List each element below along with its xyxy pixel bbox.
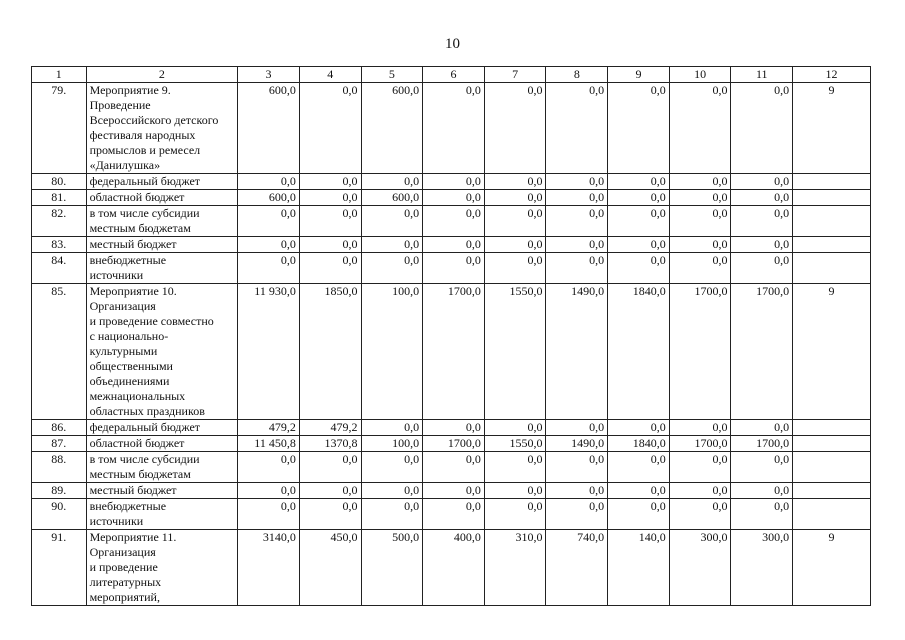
value-cell-col-8: 1490,0 [546,436,608,452]
value-cell-col-4: 1370,8 [299,436,361,452]
column-number-10: 10 [669,67,731,83]
row-name: областной бюджет [86,190,238,206]
col12-cell [793,190,871,206]
value-cell-col-6: 0,0 [423,420,485,436]
value-cell-col-7: 0,0 [484,420,546,436]
row-name: местный бюджет [86,483,238,499]
value-cell-col-10: 0,0 [669,83,731,174]
value-cell-col-9: 0,0 [608,206,670,237]
col12-cell [793,174,871,190]
value-cell-col-11: 0,0 [731,253,793,284]
column-number-9: 9 [608,67,670,83]
table-row [32,530,871,606]
table-row [32,83,871,174]
row-name: внебюджетные источники [86,499,238,530]
value-cell-col-4: 479,2 [299,420,361,436]
value-cell-col-4: 0,0 [299,253,361,284]
col12-cell [793,206,871,237]
value-cell-col-7: 0,0 [484,483,546,499]
value-cell-col-9: 0,0 [608,483,670,499]
row-number: 86. [32,420,87,436]
value-cell-col-10: 1700,0 [669,436,731,452]
col12-cell [793,436,871,452]
row-number: 84. [32,253,87,284]
value-cell-col-8: 740,0 [546,530,608,606]
row-name: Мероприятие 10. Организация и проведение совместно с национально- культурными общественными объединениями межнациональных областных праздников [86,284,238,420]
value-cell-col-5: 600,0 [361,190,423,206]
value-cell-col-4: 450,0 [299,530,361,606]
column-number-4: 4 [299,67,361,83]
value-cell-col-9: 0,0 [608,174,670,190]
value-cell-col-11: 0,0 [731,499,793,530]
value-cell-col-8: 0,0 [546,452,608,483]
value-cell-col-6: 400,0 [423,530,485,606]
row-name: внебюджетные источники [86,253,238,284]
row-name: федеральный бюджет [86,174,238,190]
table-row [32,420,871,436]
value-cell-col-8: 0,0 [546,420,608,436]
value-cell-col-3: 0,0 [238,483,300,499]
col12-cell: 9 [793,530,871,606]
row-name: областной бюджет [86,436,238,452]
table-row [32,206,871,237]
col12-cell [793,499,871,530]
value-cell-col-9: 140,0 [608,530,670,606]
value-cell-col-10: 0,0 [669,499,731,530]
value-cell-col-7: 0,0 [484,83,546,174]
table-row [32,499,871,530]
value-cell-col-7: 0,0 [484,452,546,483]
value-cell-col-4: 0,0 [299,174,361,190]
value-cell-col-11: 300,0 [731,530,793,606]
column-number-3: 3 [238,67,300,83]
value-cell-col-9: 0,0 [608,499,670,530]
value-cell-col-3: 479,2 [238,420,300,436]
col12-cell [793,420,871,436]
value-cell-col-6: 0,0 [423,206,485,237]
row-number: 83. [32,237,87,253]
value-cell-col-3: 600,0 [238,190,300,206]
row-name: в том числе субсидии местным бюджетам [86,452,238,483]
table-row [32,253,871,284]
value-cell-col-7: 0,0 [484,206,546,237]
value-cell-col-8: 0,0 [546,190,608,206]
value-cell-col-3: 0,0 [238,206,300,237]
value-cell-col-6: 0,0 [423,253,485,284]
col12-cell: 9 [793,83,871,174]
value-cell-col-8: 0,0 [546,237,608,253]
column-number-8: 8 [546,67,608,83]
value-cell-col-11: 0,0 [731,190,793,206]
value-cell-col-6: 0,0 [423,499,485,530]
col12-cell [793,237,871,253]
value-cell-col-10: 300,0 [669,530,731,606]
value-cell-col-4: 0,0 [299,483,361,499]
value-cell-col-8: 1490,0 [546,284,608,420]
value-cell-col-5: 100,0 [361,436,423,452]
row-name: Мероприятие 9. Проведение Всероссийского детского фестиваля народных промыслов и ремесел «Данилушка» [86,83,238,174]
row-number: 87. [32,436,87,452]
value-cell-col-3: 0,0 [238,452,300,483]
table-row [32,483,871,499]
value-cell-col-7: 0,0 [484,190,546,206]
value-cell-col-7: 0,0 [484,174,546,190]
value-cell-col-8: 0,0 [546,174,608,190]
value-cell-col-5: 0,0 [361,452,423,483]
value-cell-col-6: 0,0 [423,190,485,206]
value-cell-col-7: 310,0 [484,530,546,606]
value-cell-col-9: 0,0 [608,452,670,483]
column-number-11: 11 [731,67,793,83]
col12-cell [793,452,871,483]
value-cell-col-3: 600,0 [238,83,300,174]
value-cell-col-10: 0,0 [669,420,731,436]
row-number: 82. [32,206,87,237]
value-cell-col-6: 1700,0 [423,436,485,452]
value-cell-col-4: 0,0 [299,83,361,174]
value-cell-col-9: 0,0 [608,253,670,284]
table-row [32,237,871,253]
column-number-12: 12 [793,67,871,83]
row-name: местный бюджет [86,237,238,253]
value-cell-col-10: 0,0 [669,452,731,483]
value-cell-col-5: 500,0 [361,530,423,606]
value-cell-col-11: 0,0 [731,483,793,499]
value-cell-col-10: 0,0 [669,174,731,190]
value-cell-col-10: 0,0 [669,190,731,206]
value-cell-col-9: 0,0 [608,420,670,436]
value-cell-col-6: 0,0 [423,483,485,499]
column-number-7: 7 [484,67,546,83]
value-cell-col-5: 0,0 [361,483,423,499]
column-number-6: 6 [423,67,485,83]
value-cell-col-4: 0,0 [299,190,361,206]
row-number: 89. [32,483,87,499]
col12-cell [793,253,871,284]
value-cell-col-5: 0,0 [361,206,423,237]
value-cell-col-10: 0,0 [669,483,731,499]
column-number-row [32,67,871,83]
page-number: 10 [445,36,460,52]
value-cell-col-5: 0,0 [361,420,423,436]
value-cell-col-8: 0,0 [546,83,608,174]
value-cell-col-10: 0,0 [669,253,731,284]
value-cell-col-3: 0,0 [238,499,300,530]
column-number-2: 2 [86,67,238,83]
value-cell-col-11: 0,0 [731,83,793,174]
row-number: 79. [32,83,87,174]
value-cell-col-9: 0,0 [608,83,670,174]
value-cell-col-10: 0,0 [669,206,731,237]
value-cell-col-9: 0,0 [608,237,670,253]
value-cell-col-4: 0,0 [299,499,361,530]
value-cell-col-11: 1700,0 [731,436,793,452]
value-cell-col-5: 100,0 [361,284,423,420]
value-cell-col-3: 0,0 [238,237,300,253]
row-number: 88. [32,452,87,483]
value-cell-col-4: 0,0 [299,237,361,253]
value-cell-col-9: 0,0 [608,190,670,206]
column-number-1: 1 [32,67,87,83]
row-name: федеральный бюджет [86,420,238,436]
value-cell-col-5: 0,0 [361,253,423,284]
row-name: в том числе субсидии местным бюджетам [86,206,238,237]
value-cell-col-9: 1840,0 [608,436,670,452]
value-cell-col-6: 0,0 [423,452,485,483]
value-cell-col-5: 0,0 [361,499,423,530]
value-cell-col-8: 0,0 [546,206,608,237]
value-cell-col-10: 0,0 [669,237,731,253]
value-cell-col-11: 0,0 [731,452,793,483]
value-cell-col-11: 1700,0 [731,284,793,420]
value-cell-col-3: 3140,0 [238,530,300,606]
value-cell-col-11: 0,0 [731,174,793,190]
value-cell-col-6: 0,0 [423,83,485,174]
value-cell-col-7: 0,0 [484,499,546,530]
col12-cell [793,483,871,499]
funding-table [31,66,871,606]
value-cell-col-6: 0,0 [423,237,485,253]
value-cell-col-11: 0,0 [731,206,793,237]
row-number: 85. [32,284,87,420]
value-cell-col-3: 0,0 [238,253,300,284]
value-cell-col-7: 1550,0 [484,436,546,452]
value-cell-col-5: 0,0 [361,174,423,190]
value-cell-col-9: 1840,0 [608,284,670,420]
value-cell-col-3: 11 450,8 [238,436,300,452]
table-body [32,83,871,606]
value-cell-col-8: 0,0 [546,499,608,530]
row-number: 91. [32,530,87,606]
value-cell-col-4: 1850,0 [299,284,361,420]
value-cell-col-4: 0,0 [299,206,361,237]
value-cell-col-7: 0,0 [484,237,546,253]
value-cell-col-7: 1550,0 [484,284,546,420]
table-row [32,436,871,452]
value-cell-col-11: 0,0 [731,420,793,436]
col12-cell: 9 [793,284,871,420]
value-cell-col-8: 0,0 [546,253,608,284]
value-cell-col-3: 0,0 [238,174,300,190]
value-cell-col-6: 0,0 [423,174,485,190]
table-row [32,284,871,420]
value-cell-col-5: 600,0 [361,83,423,174]
value-cell-col-7: 0,0 [484,253,546,284]
row-number: 80. [32,174,87,190]
value-cell-col-3: 11 930,0 [238,284,300,420]
row-number: 90. [32,499,87,530]
row-name: Мероприятие 11. Организация и проведение литературных мероприятий, [86,530,238,606]
value-cell-col-11: 0,0 [731,237,793,253]
value-cell-col-5: 0,0 [361,237,423,253]
value-cell-col-8: 0,0 [546,483,608,499]
table-row [32,452,871,483]
table-row [32,190,871,206]
table-row [32,174,871,190]
column-number-5: 5 [361,67,423,83]
value-cell-col-4: 0,0 [299,452,361,483]
value-cell-col-6: 1700,0 [423,284,485,420]
value-cell-col-10: 1700,0 [669,284,731,420]
row-number: 81. [32,190,87,206]
